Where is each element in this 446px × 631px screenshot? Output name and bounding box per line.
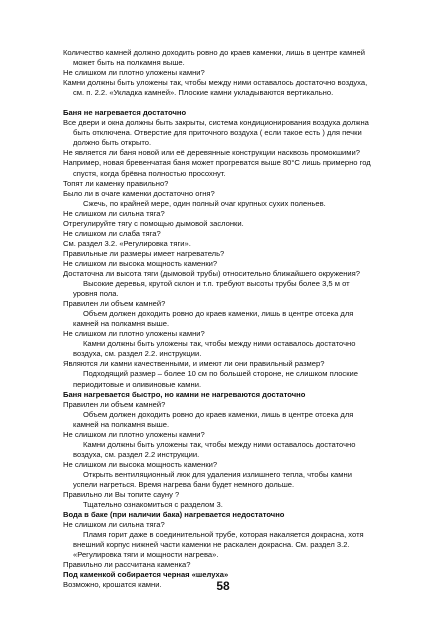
text-line: См. раздел 3.2. «Регулировка тяги». — [63, 238, 191, 248]
text-line: воздуха, см. раздел 2.2. инструкции. — [73, 349, 202, 359]
text-line: Достаточна ли высота тяги (дымовой трубы) относительно ближайшего окружения? — [63, 268, 360, 278]
text-line: должно быть открыто. — [73, 138, 152, 148]
text-line: камней на полкамня выше. — [73, 319, 170, 329]
section-heading: Баня не нагревается достаточно — [63, 108, 187, 118]
text-line: Не слишком ли высока мощность каменки? — [63, 258, 218, 268]
text-line: быть отключена. Отверстие для приточного воздуха ( если такое есть ) для печки — [73, 128, 362, 138]
text-line: Все двери и окна должны быть закрыты, система кондиционирования воздуха должна — [63, 118, 369, 128]
text-line: Пламя горит даже в соединительной трубе, которая накаляется докрасна, хотя — [83, 530, 364, 540]
text-line: Не слишком ли плотно уложены камни? — [63, 68, 205, 78]
text-line: Не слишком ли плотно уложены камни? — [63, 429, 205, 439]
text-line: уровня пола. — [73, 289, 119, 299]
text-line: Не слишком ли плотно уложены камни? — [63, 329, 205, 339]
text-line: Правилен ли объем камней? — [63, 299, 166, 309]
page-body — [63, 48, 401, 590]
text-line: Не слишком ли слаба тяга? — [63, 228, 161, 238]
text-line: Топят ли каменку правильно? — [63, 178, 169, 188]
text-line: камней на полкамня выше. — [73, 419, 170, 429]
text-line: успели нагреться. Время нагрева бани будет немного дольше. — [73, 479, 295, 489]
text-line: спустя, когда брёвна полностью просохнут. — [73, 168, 226, 178]
text-line: внешний корпус нижней части каменки не раскален докрасна. См. раздел 3.2. — [73, 540, 350, 550]
text-line: Количество камней должно доходить ровно до краев каменки, лишь в центре камней — [63, 48, 365, 57]
paragraph-gap — [63, 98, 401, 108]
text-line: Тщательно ознакомиться с разделом 3. — [83, 500, 223, 510]
text-line: Объем должен доходить ровно до краев каменки, лишь в центре отсека для — [83, 309, 354, 319]
text-line: Правильные ли размеры имеет нагреватель? — [63, 248, 225, 258]
text-line: Не слишком ли сильна тяга? — [63, 208, 165, 218]
section-heading: Под каменкой собирается черная «шелуха» — [63, 570, 229, 580]
text-line: Правилен ли объем камней? — [63, 399, 166, 409]
section-heading: Баня нагревается быстро, но камни не нагреваются достаточно — [63, 389, 306, 399]
text-line: Открыть вентиляционный люк для удаления излишнего тепла, чтобы камни — [83, 469, 352, 479]
text-line: может быть на полкамня выше. — [73, 58, 185, 68]
text-line: Не слишком ли высока мощность каменки? — [63, 459, 218, 469]
text-line: Подходящий размер – более 10 см по большей стороне, не слишком плоские — [83, 369, 359, 379]
text-line: Камни должны быть уложены так, чтобы между ними оставалось достаточно воздуха, — [63, 78, 368, 88]
text-line: Правильно ли Вы топите сауну ? — [63, 490, 180, 500]
text-line: Возможно, крошатся камни. — [63, 580, 162, 590]
text-line: Высокие деревья, крутой склон и т.п. требуют высоты трубы более 3,5 м от — [83, 279, 350, 289]
text-line: Например, новая бревенчатая баня может прогреватся выше 80°С лишь примерно год — [63, 158, 371, 168]
text-line: Отрегулируйте тягу с помощью дымовой заслонки. — [63, 218, 244, 228]
text-line: Объем должен доходить ровно до краев каменки, лишь в центре отсека для — [83, 409, 354, 419]
text-line: Сжечь, по крайней мере, один полный очаг крупных сухих поленьев. — [83, 198, 326, 208]
text-line: см. п. 2.2. «Укладка камней». Плоские камни укладываются вертикально. — [73, 88, 334, 98]
page-number: 58 — [216, 579, 230, 593]
text-line: Камни должны быть уложены так, чтобы между ними оставалось достаточно — [83, 439, 356, 449]
text-line: Камни должны быть уложены так, чтобы между ними оставалось достаточно — [83, 339, 356, 349]
text-line: Было ли в очаге каменки достаточно огня? — [63, 188, 215, 198]
text-line: Не слишком ли сильна тяга? — [63, 520, 165, 530]
text-line: периодитовые и оливиновые камни. — [73, 379, 202, 389]
section-heading: Вода в баке (при наличии бака) нагревается недостаточно — [63, 510, 285, 520]
text-line: «Регулировка тяги и мощности нагрева». — [73, 550, 219, 560]
text-line: Являются ли камни качественными, и имеют ли они правильный размер? — [63, 359, 325, 369]
text-line: воздуха, см. раздел 2.2 инструкции. — [73, 449, 200, 459]
text-line: Не является ли баня новой или её деревянные конструкции насквозь промокшими? — [63, 148, 360, 158]
text-line: Правильно ли рассчитана каменка? — [63, 560, 191, 570]
